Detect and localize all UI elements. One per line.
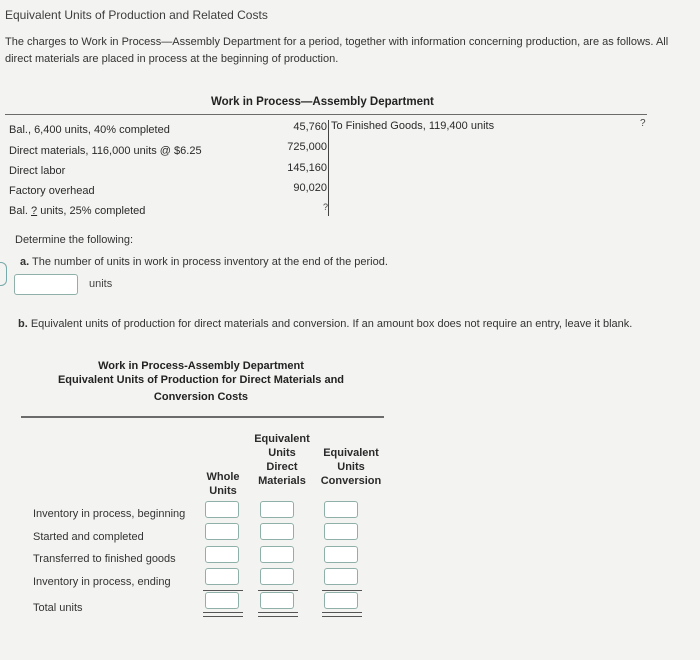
eq-conv-total-rule [322, 612, 362, 617]
row-label-inventory-ending: Inventory in process, ending [33, 576, 171, 588]
eq-dm-ending-input[interactable] [260, 568, 294, 585]
whole-units-started-input[interactable] [205, 523, 239, 540]
units-label: units [89, 278, 113, 290]
debit-amount-beginning-balance: 45,760 [293, 121, 327, 133]
ending-balance-unknown: ? [31, 205, 38, 217]
part-a-letter: a. [20, 256, 30, 268]
eq-conv-line-3: Conversion [320, 475, 382, 487]
eq-conv-line-2: Units [337, 461, 365, 473]
part-b-text: Equivalent units of production for direct materials and conversion. If an amount box does not require an entry, leave it blank. [27, 318, 633, 330]
question-marker [0, 262, 7, 286]
col-header-whole-units: Whole Units [206, 471, 240, 497]
col-header-eq-conversion [316, 446, 386, 488]
part-a-text: The number of units in work in process inventory at the end of the period. [29, 256, 388, 268]
schedule-title-line-1: Work in Process-Assembly Department [98, 360, 304, 372]
eq-conv-total-input[interactable] [324, 592, 358, 609]
schedule-top-rule [21, 416, 384, 418]
eq-dm-line-4: Materials [258, 475, 306, 487]
debit-label-beginning-balance: Bal., 6,400 units, 40% completed [9, 124, 170, 136]
eq-conv-subtotal-rule [322, 590, 362, 591]
debit-label-factory-overhead: Factory overhead [9, 185, 95, 197]
row-label-started-completed: Started and completed [33, 531, 144, 543]
part-b-letter: b. [18, 318, 28, 330]
part-a-question [20, 256, 388, 268]
eq-dm-line-1: Equivalent [254, 433, 310, 445]
whole-units-beginning-input[interactable] [205, 501, 239, 518]
eq-dm-total-input[interactable] [260, 592, 294, 609]
debit-label-direct-labor: Direct labor [9, 165, 66, 177]
whole-units-total-rule [203, 612, 243, 617]
eq-conv-beginning-input[interactable] [324, 501, 358, 518]
problem-intro: The charges to Work in Process—Assembly Department for a period, together with information concerning production, are as follows. All direct materials are placed in process at the beginning of production. [5, 36, 669, 65]
whole-units-subtotal-rule [203, 590, 243, 591]
row-label-transferred: Transferred to finished goods [33, 553, 176, 565]
eq-dm-subtotal-rule [258, 590, 298, 591]
t-account-title: Work in Process—Assembly Department [211, 96, 434, 108]
ending-balance-suffix: units, 25% completed [37, 205, 146, 217]
debit-amount-factory-overhead: 90,020 [293, 182, 327, 194]
debit-amount-direct-materials: 725,000 [287, 141, 327, 153]
part-b-question [18, 316, 658, 333]
eq-conv-line-1: Equivalent [323, 447, 379, 459]
ending-balance-label [9, 205, 145, 217]
eq-conv-ending-input[interactable] [324, 568, 358, 585]
row-label-inventory-beginning: Inventory in process, beginning [33, 508, 186, 520]
credit-amount-finished-goods: ? [640, 118, 646, 129]
eq-conv-started-input[interactable] [324, 523, 358, 540]
debit-amount-direct-labor: 145,160 [287, 162, 327, 174]
ending-balance-prefix: Bal. [9, 205, 32, 217]
schedule-title-line-3: Conversion Costs [153, 391, 249, 403]
eq-dm-line-3: Direct [266, 461, 298, 473]
whole-units-transferred-input[interactable] [205, 546, 239, 563]
eq-dm-line-2: Units [268, 447, 296, 459]
eq-conv-transferred-input[interactable] [324, 546, 358, 563]
eq-dm-transferred-input[interactable] [260, 546, 294, 563]
eq-dm-started-input[interactable] [260, 523, 294, 540]
whole-units-ending-input[interactable] [205, 568, 239, 585]
row-label-total-units: Total units [33, 602, 83, 614]
credit-label-finished-goods: To Finished Goods, 119,400 units [331, 120, 495, 132]
ending-balance-amount: ? [323, 202, 329, 212]
determine-label: Determine the following: [15, 234, 134, 246]
eq-dm-beginning-input[interactable] [260, 501, 294, 518]
eq-dm-total-rule [258, 612, 298, 617]
whole-units-total-input[interactable] [205, 592, 239, 609]
schedule-title-line-2: Equivalent Units of Production for Direct Materials and [57, 374, 345, 386]
page-title: Equivalent Units of Production and Related Costs [5, 8, 268, 22]
t-account-divider [328, 120, 329, 216]
col-header-eq-dm [246, 432, 318, 488]
debit-label-direct-materials: Direct materials, 116,000 units @ $6.25 [9, 145, 202, 157]
ending-wip-units-input[interactable] [14, 274, 78, 295]
t-account-top-rule [5, 114, 647, 115]
